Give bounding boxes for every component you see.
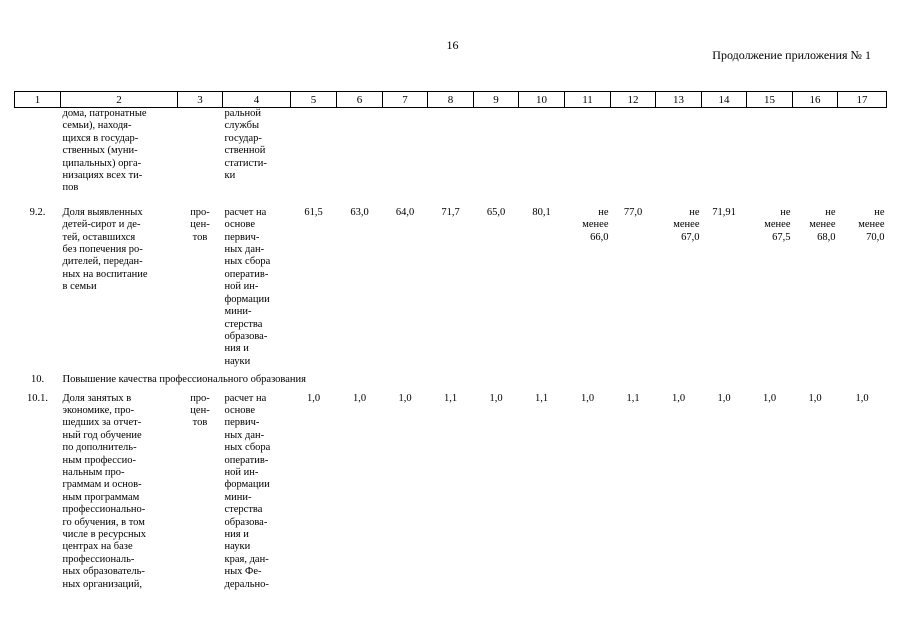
column-header-7: 7 <box>383 92 428 108</box>
column-header-13: 13 <box>656 92 702 108</box>
text-line: числе в ресурсных <box>62 529 146 540</box>
text-line: образова- <box>224 516 268 528</box>
text-line: ных сбора <box>224 256 271 268</box>
value-cell-col-5 <box>291 207 337 368</box>
value-cell-col-16 <box>793 207 838 368</box>
continuation-label: Продолжение приложения № 1 <box>712 48 871 62</box>
text-line: образова- <box>224 330 268 342</box>
text-line: ных организаций, <box>62 578 143 590</box>
text-line: семьи), находя- <box>62 120 132 132</box>
value-line: 70,0 <box>866 231 885 243</box>
text-line: основе <box>224 219 256 231</box>
text-line: про- <box>190 206 210 218</box>
value-line: 71,91 <box>712 206 736 218</box>
column-header-3: 3 <box>178 92 223 108</box>
value-line: 71,7 <box>441 206 460 218</box>
calculation-method-cell <box>223 207 291 368</box>
column-header-1: 1 <box>15 92 61 108</box>
row-number: 9.2. <box>29 206 46 218</box>
row-number: 10.1. <box>27 392 48 404</box>
value-cell-col-7 <box>383 393 428 592</box>
text-line: по дополнитель- <box>62 442 137 454</box>
text-line: Доля занятых в <box>62 392 132 404</box>
text-line: ципальных) орга- <box>62 157 142 169</box>
section-title: Повышение качества профессионального образования <box>62 374 306 386</box>
text-line: шедших за отчет- <box>62 417 142 429</box>
text-line: первич- <box>224 231 260 243</box>
text-line: ки <box>224 170 236 182</box>
value-line: 67,5 <box>772 231 791 243</box>
text-line: первич- <box>224 417 260 429</box>
text-line: нальным про- <box>62 466 125 478</box>
table-row <box>15 393 887 592</box>
column-header-14: 14 <box>702 92 747 108</box>
text-line: ния и <box>224 529 249 540</box>
value-cell-col-5 <box>291 393 337 592</box>
value-line: 1,1 <box>443 392 458 404</box>
text-line: центрах на базе <box>62 541 133 553</box>
value-line: 1,0 <box>580 392 595 404</box>
column-header-10: 10 <box>519 92 565 108</box>
value-cell-col-8 <box>428 393 474 592</box>
indicator-name-cell <box>61 393 178 592</box>
value-line: 1,0 <box>717 392 731 404</box>
section-row <box>15 374 887 386</box>
value-line: менее <box>764 219 791 231</box>
table-row <box>15 207 887 368</box>
value-cell-col-11 <box>565 393 611 592</box>
column-header-11: 11 <box>565 92 611 108</box>
value-cell-col-6 <box>337 207 383 368</box>
value-line: менее <box>582 219 609 231</box>
text-line: науки <box>224 541 251 553</box>
text-line: ной ин- <box>224 466 259 478</box>
value-line: 77,0 <box>623 206 643 218</box>
value-line: 66,0 <box>590 231 609 243</box>
text-line: цен- <box>190 404 210 416</box>
value-line: менее <box>858 219 885 231</box>
value-cell-col-17 <box>838 207 887 368</box>
text-line: ный год обучение <box>62 429 142 441</box>
table-row <box>15 108 887 195</box>
value-cell-col-10 <box>519 207 565 368</box>
text-line: пов <box>62 182 79 194</box>
text-line: низациях всех ти- <box>62 170 143 182</box>
calculation-method-cell <box>223 108 291 195</box>
value-cell-col-7 <box>383 207 428 368</box>
text-line: статисти- <box>224 157 267 169</box>
value-line: не <box>825 206 836 218</box>
text-line: граммам и основ- <box>62 479 142 491</box>
value-cell-col-13 <box>656 393 702 592</box>
value-line: менее <box>673 219 700 231</box>
value-cell-col-13 <box>656 207 702 368</box>
text-line: ных сбора <box>224 442 271 454</box>
text-line: стерства <box>224 318 263 330</box>
text-line: ных Фе- <box>224 566 262 578</box>
text-line: основе <box>224 404 256 416</box>
text-line: Доля выявленных <box>62 206 143 218</box>
value-line: не <box>689 206 700 218</box>
value-line: 1,1 <box>626 392 640 404</box>
text-line: ных на воспитание <box>62 268 148 280</box>
indicator-name-cell <box>61 207 178 368</box>
text-line: тов <box>192 417 208 429</box>
value-line: менее <box>809 219 836 231</box>
value-line: 1,0 <box>398 392 412 404</box>
text-line: края, дан- <box>224 553 269 565</box>
text-line: ных дан- <box>224 244 265 256</box>
text-line: го обучения, в том <box>62 516 145 528</box>
text-line: мини- <box>224 491 252 503</box>
text-line: формации <box>224 293 270 305</box>
text-line: цен- <box>190 219 210 231</box>
value-cell-col-15 <box>747 207 793 368</box>
value-cell-col-12 <box>611 393 656 592</box>
value-line: 67,0 <box>681 231 700 243</box>
value-line: не <box>874 206 885 218</box>
text-line: ной ин- <box>224 281 259 293</box>
value-line: 63,0 <box>350 206 369 218</box>
column-header-15: 15 <box>747 92 793 108</box>
text-line: ственной <box>224 145 266 157</box>
value-cell-col-12 <box>611 207 656 368</box>
column-header-2: 2 <box>61 92 178 108</box>
value-line: не <box>598 206 609 218</box>
text-line: государ- <box>224 132 262 144</box>
value-cell-col-8 <box>428 207 474 368</box>
text-line: дерально- <box>224 578 269 590</box>
column-header-8: 8 <box>428 92 474 108</box>
value-cell-col-9 <box>474 207 519 368</box>
text-line: стерства <box>224 504 263 516</box>
column-header-9: 9 <box>474 92 519 108</box>
value-line: 1,1 <box>534 392 549 404</box>
value-line: 68,0 <box>817 231 836 243</box>
indicator-name-cell <box>61 108 178 195</box>
text-line: профессионально- <box>62 504 146 516</box>
value-line: 80,1 <box>532 206 551 218</box>
calculation-method-cell <box>223 393 291 592</box>
text-line: детей-сирот и де- <box>62 219 141 231</box>
text-line: тов <box>192 231 208 243</box>
unit-cell <box>178 393 223 592</box>
text-line: формации <box>224 479 270 491</box>
text-line: в семьи <box>62 281 97 293</box>
value-cell-col-14 <box>702 393 747 592</box>
text-line: расчет на <box>224 206 267 218</box>
text-line: ным программам <box>62 491 140 503</box>
value-cell-col-6 <box>337 393 383 592</box>
value-line: 1,0 <box>808 392 822 404</box>
text-line: ственных (муни- <box>62 145 138 157</box>
value-line: 1,0 <box>762 392 777 404</box>
column-header-6: 6 <box>337 92 383 108</box>
text-line: про- <box>190 392 210 404</box>
text-line: экономике, про- <box>62 404 135 416</box>
column-header-4: 4 <box>223 92 291 108</box>
section-number: 10. <box>30 374 45 386</box>
text-line: ных образователь- <box>62 566 145 578</box>
text-line: ным профессио- <box>62 454 136 466</box>
text-line: ных дан- <box>224 429 265 441</box>
value-line: 1,0 <box>352 392 367 404</box>
value-line: 1,0 <box>855 392 869 404</box>
indicator-table <box>14 91 887 591</box>
text-line: дома, патронатные <box>62 108 147 119</box>
value-line: не <box>780 206 791 218</box>
value-cell-col-16 <box>793 393 838 592</box>
unit-cell <box>178 207 223 368</box>
column-header-12: 12 <box>611 92 656 108</box>
text-line: без попечения ро- <box>62 244 143 256</box>
value-line: 1,0 <box>489 392 503 404</box>
value-line: 64,0 <box>395 206 415 218</box>
page-number: 16 <box>446 38 459 52</box>
text-line: тей, оставшихся <box>62 231 136 243</box>
text-line: ния и <box>224 343 249 355</box>
value-cell-col-15 <box>747 393 793 592</box>
column-header-17: 17 <box>838 92 887 108</box>
text-line: службы <box>224 120 260 132</box>
text-line: профессиональ- <box>62 553 135 565</box>
text-line: оператив- <box>224 268 269 280</box>
column-number-header <box>15 92 887 108</box>
value-cell-col-11 <box>565 207 611 368</box>
text-line: науки <box>224 355 251 367</box>
value-line: 1,0 <box>306 392 321 404</box>
value-line: 1,0 <box>671 392 686 404</box>
text-line: щихся в государ- <box>62 132 139 144</box>
column-header-5: 5 <box>291 92 337 108</box>
value-cell-col-10 <box>519 393 565 592</box>
value-line: 65,0 <box>486 206 506 218</box>
text-line: ральной <box>224 108 262 119</box>
value-cell-col-17 <box>838 393 887 592</box>
text-line: дителей, передан- <box>62 256 143 268</box>
value-line: 61,5 <box>304 206 323 218</box>
value-cell-col-14 <box>702 207 747 368</box>
text-line: оператив- <box>224 454 269 466</box>
text-line: мини- <box>224 306 252 318</box>
column-header-16: 16 <box>793 92 838 108</box>
text-line: расчет на <box>224 392 267 404</box>
value-cell-col-9 <box>474 393 519 592</box>
